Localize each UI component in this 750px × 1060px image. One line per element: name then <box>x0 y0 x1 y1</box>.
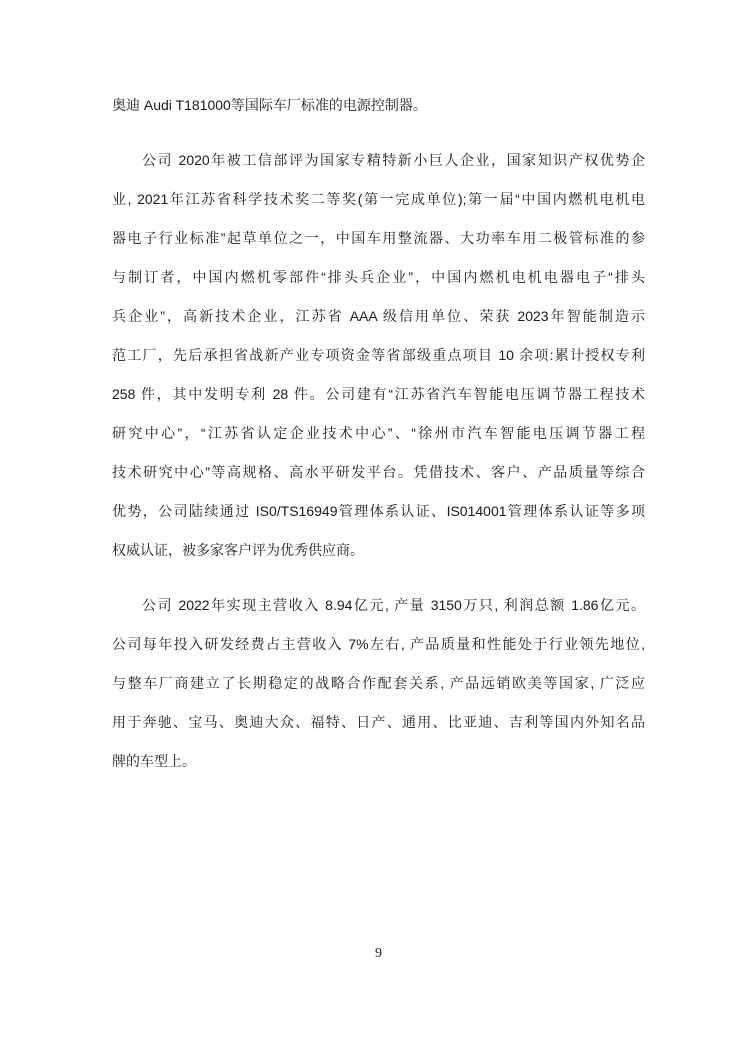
text-line: 公司每年投入研发经费占主营收入 7%左右, 产品质量和性能处于行业领先地位, <box>112 636 645 652</box>
paragraph <box>112 141 645 570</box>
text-line: 奥迪 Audi T181000等国际车厂标准的电源控制器。 <box>112 97 427 113</box>
text-line: 技术研究中心”等高规格、高水平研发平台。凭借技术、客户、产品质量等综合 <box>112 464 645 480</box>
text-line: 258 件，其中发明专利 28 件。公司建有“江苏省汽车智能电压调节器工程技术 <box>112 386 645 402</box>
text-line: 器电子行业标准”起草单位之一，中国车用整流器、大功率车用二极管标准的参 <box>112 230 645 246</box>
text-line: 业, 2021年江苏省科学技术奖二等奖(第一完成单位);第一届“中国内燃机电机电 <box>112 191 645 207</box>
text-line: 用于奔驰、宝马、奥迪大众、福特、日产、通用、比亚迪、吉利等国内外知名品 <box>112 714 645 730</box>
text-line: 与制订者，中国内燃机零部件“排头兵企业”，中国内燃机电机电器电子“排头 <box>112 269 645 285</box>
text-line: 研究中心”，“江苏省认定企业技术中心”、“徐州市汽车智能电压调节器工程 <box>112 425 645 441</box>
text-line: 公司 2022年实现主营收入 8.94亿元, 产量 3150万只, 利润总额 1.86亿元。 <box>142 597 645 613</box>
text-line: 公司 2020年被工信部评为国家专精特新小巨人企业，国家知识产权优势企 <box>142 152 645 168</box>
document-body <box>112 86 645 781</box>
text-line: 牌的车型上。 <box>112 753 196 769</box>
paragraph <box>112 86 645 125</box>
text-line: 范工厂，先后承担省战新产业专项资金等省部级重点项目 10 余项:累计授权专利 <box>112 347 645 363</box>
text-line: 兵企业”，高新技术企业，江苏省 AAA 级信用单位、荣获 2023年智能制造示 <box>112 308 645 324</box>
text-line: 优势，公司陆续通过 IS0/TS16949管理体系认证、IS014001管理体系认证等多项 <box>112 503 645 519</box>
text-line: 与整车厂商建立了长期稳定的战略合作配套关系, 产品远销欧美等国家, 广泛应 <box>112 675 645 691</box>
text-line: 权威认证，被多家客户评为优秀供应商。 <box>112 542 364 558</box>
page-number: 9 <box>375 946 382 961</box>
paragraph <box>112 586 645 781</box>
